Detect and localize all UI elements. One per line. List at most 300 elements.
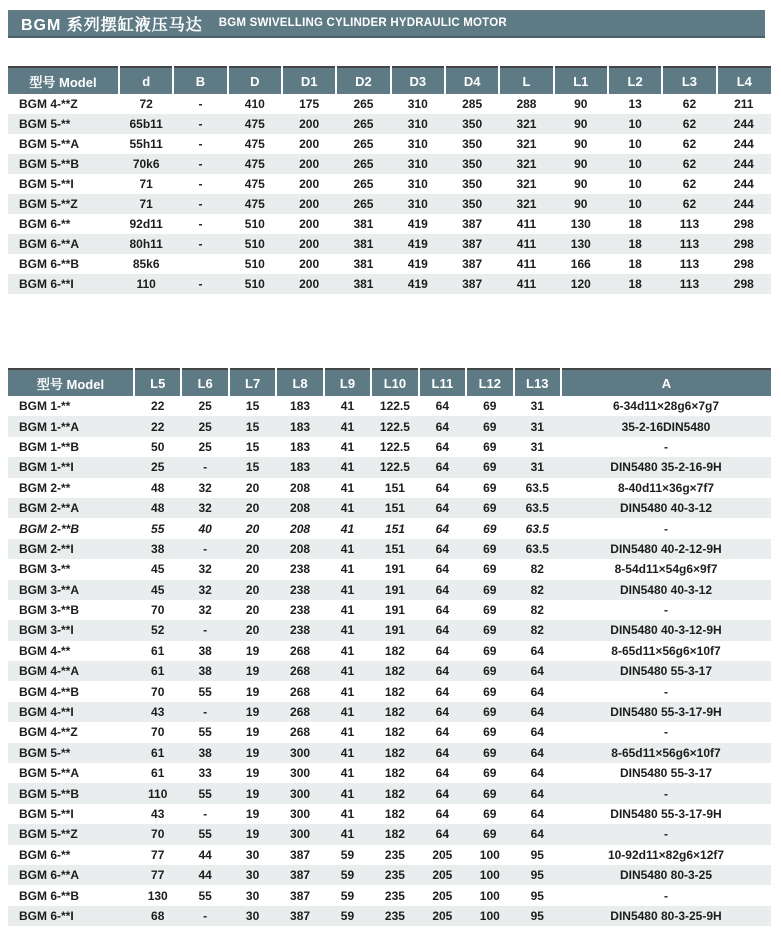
value-cell: 77 [151,847,165,862]
value-cell: 200 [299,197,320,211]
value-cell: 151 [384,541,405,556]
model-cell: BGM 6-**I [19,908,74,923]
value-cell: 55 [151,521,165,536]
value-cell: 205 [432,888,453,903]
value-cell: 183 [290,419,311,434]
value-cell: 64 [435,766,450,781]
value-cell: 64 [530,827,544,842]
value-cell: 63.5 [525,541,549,556]
table-row [8,804,771,824]
value-cell: 32 [198,480,212,495]
value-cell: 59 [340,868,355,883]
model-cell: BGM 6-** [19,847,71,862]
table-row [8,865,771,885]
value-cell: 44 [198,847,212,862]
value-cell: 19 [245,705,260,720]
value-cell: 64 [435,480,450,495]
value-cell: 113 [679,257,700,271]
column-header: L5 [134,369,181,396]
column-header: L3 [662,67,716,94]
value-cell: 475 [244,117,265,131]
value-cell: 64 [435,684,450,699]
value-cell: 71 [139,197,153,211]
value-cell: 475 [244,197,265,211]
value-cell: 22 [151,419,165,434]
value-cell: 41 [340,827,355,842]
value-cell: 63.5 [525,501,549,516]
model-cell: BGM 6-**I [19,277,74,291]
value-cell: 90 [574,197,588,211]
table-row [8,824,771,844]
value-cell: - [664,603,668,618]
value-cell: 70 [151,684,165,699]
value-cell: 15 [245,399,260,414]
value-cell: 82 [530,603,544,618]
value-cell: 41 [340,786,355,801]
value-cell: 113 [679,217,700,231]
value-cell: 510 [244,277,265,291]
value-cell: 183 [290,439,311,454]
value-cell: - [198,177,203,191]
value-cell: 63.5 [525,521,549,536]
value-cell: 410 [244,97,265,111]
table-row [8,274,771,294]
value-cell: 41 [340,460,355,475]
table2-header [8,369,771,396]
value-cell: 182 [384,725,405,740]
value-cell: 62 [682,177,697,191]
value-cell: 151 [384,521,405,536]
value-cell: 321 [516,137,537,151]
value-cell: - [664,786,668,801]
value-cell: 298 [733,257,754,271]
value-cell: 59 [340,888,355,903]
value-cell: 122.5 [379,399,410,414]
value-cell: 265 [353,97,374,111]
value-cell: 68 [151,908,165,923]
value-cell: 25 [198,419,212,434]
value-cell: 387 [290,888,311,903]
model-cell: BGM 3-**A [19,582,80,597]
value-cell: - [198,117,203,131]
value-cell: 182 [384,766,405,781]
model-cell: BGM 3-**I [19,623,74,638]
value-cell: 41 [340,745,355,760]
value-cell: 32 [198,501,212,516]
value-cell: 381 [353,217,374,231]
value-cell: 69 [483,786,497,801]
value-cell: 182 [384,745,405,760]
value-cell: 113 [679,277,700,291]
value-cell: 298 [733,217,754,231]
value-cell: 200 [299,257,320,271]
value-cell: 41 [340,766,355,781]
value-cell: - [198,97,203,111]
table-row [8,416,771,436]
value-cell: 238 [290,582,311,597]
value-cell: 41 [340,582,355,597]
value-cell: 19 [245,684,260,699]
value-cell: 70 [151,827,165,842]
value-cell: 300 [290,827,311,842]
column-header: L1 [554,67,608,94]
value-cell: 41 [340,562,355,577]
value-cell: - [198,237,203,251]
value-cell: 350 [462,177,483,191]
table-row [8,478,771,498]
table-row [8,154,771,174]
value-cell: 69 [483,807,497,821]
value-cell: 38 [198,745,212,760]
value-cell: 200 [299,177,320,191]
value-cell: 30 [245,847,260,862]
value-cell: 69 [483,827,497,842]
value-cell: 208 [290,501,311,516]
value-cell: 55 [198,786,212,801]
value-cell: 350 [462,157,483,171]
value-cell: 35-2-16DIN5480 [621,419,711,434]
value-cell: 64 [530,643,544,658]
value-cell: 265 [353,177,374,191]
dimension-table-2 [8,368,771,926]
value-cell: 310 [407,157,428,171]
value-cell: 82 [530,623,544,638]
value-cell: DIN5480 80-3-25-9H [610,908,722,923]
table-row [8,114,771,134]
value-cell: 69 [483,643,497,658]
value-cell: 55h11 [129,137,163,151]
value-cell: 8-54d11×54g6×9f7 [614,562,718,577]
table-row [8,539,771,559]
value-cell: 64 [435,439,450,454]
value-cell: 64 [435,460,450,475]
value-cell: 510 [244,237,265,251]
value-cell: - [203,541,208,556]
value-cell: 41 [340,623,355,638]
value-cell: 69 [483,725,497,740]
value-cell: 61 [151,766,165,781]
value-cell: 122.5 [379,460,410,475]
value-cell: 10 [628,157,642,171]
column-header: L8 [276,369,323,396]
table-row [8,437,771,457]
value-cell: 381 [353,277,374,291]
value-cell: DIN5480 80-3-25 [619,868,713,883]
value-cell: 62 [682,117,697,131]
value-cell: 350 [462,117,483,131]
value-cell: 64 [435,541,450,556]
value-cell: - [664,521,668,536]
model-cell: BGM 5-** [19,745,71,760]
value-cell: 25 [198,439,212,454]
value-cell: 41 [340,664,355,679]
value-cell: 64 [530,745,544,760]
value-cell: 244 [733,177,754,191]
value-cell: 95 [530,888,544,903]
value-cell: 30 [245,888,260,903]
value-cell: 62 [682,97,697,111]
table-row [8,845,771,865]
value-cell: 64 [530,684,544,699]
value-cell: 20 [245,501,260,516]
value-cell: 95 [530,868,544,883]
value-cell: 411 [516,257,537,271]
value-cell: - [203,705,208,720]
value-cell: 62 [682,197,697,211]
value-cell: 90 [574,137,588,151]
value-cell: 70k6 [132,157,160,171]
model-cell: BGM 4-** [19,643,71,658]
value-cell: 350 [462,197,483,211]
table-row [8,174,771,194]
value-cell: DIN5480 55-3-17-9H [610,705,722,720]
model-cell: BGM 2-**A [19,501,80,516]
value-cell: 208 [290,521,311,536]
value-cell: 285 [462,97,483,111]
value-cell: 298 [733,277,754,291]
value-cell: 69 [483,603,497,618]
value-cell: 205 [432,908,453,923]
value-cell: 13 [628,97,642,111]
value-cell: 38 [151,541,165,556]
table1-body [8,94,771,294]
value-cell: 238 [290,603,311,618]
value-cell: 20 [245,603,260,618]
column-header: L2 [608,67,662,94]
value-cell: 31 [530,419,544,434]
value-cell: 64 [435,745,450,760]
column-header: D2 [336,67,390,94]
value-cell: 387 [290,908,311,923]
value-cell: 48 [151,480,165,495]
value-cell: 64 [435,562,450,577]
model-cell: BGM 4-**Z [19,97,78,111]
value-cell: 182 [384,684,405,699]
value-cell: 411 [516,217,537,231]
model-cell: BGM 1-**B [19,439,80,454]
model-cell: BGM 6-**A [19,868,80,883]
value-cell: 419 [407,257,428,271]
table2-body [8,396,771,926]
table-row [8,702,771,722]
value-cell: 268 [290,664,311,679]
value-cell: - [664,439,668,454]
value-cell: 8-65d11×56g6×10f7 [611,745,721,760]
table-row [8,661,771,681]
value-cell: 151 [384,480,405,495]
value-cell: 64 [435,419,450,434]
value-cell: - [203,623,208,638]
value-cell: DIN5480 40-3-12 [619,501,713,516]
table-row [8,763,771,783]
value-cell: - [664,684,668,699]
model-cell: BGM 4-**A [19,664,80,679]
table1-header [8,67,771,94]
value-cell: 22 [151,399,165,414]
value-cell: 90 [574,157,588,171]
value-cell: 182 [384,786,405,801]
value-cell: 15 [245,419,260,434]
value-cell: 10 [628,137,642,151]
value-cell: 411 [516,277,537,291]
value-cell: 41 [340,807,355,821]
value-cell: 64 [435,664,450,679]
value-cell: 182 [384,827,405,842]
model-cell: BGM 2-**B [19,521,80,536]
value-cell: 235 [384,847,405,862]
value-cell: 64 [435,501,450,516]
value-cell: 43 [151,705,165,720]
model-cell: BGM 5-** [19,117,71,131]
value-cell: 38 [198,664,212,679]
value-cell: 64 [530,807,544,821]
table1-head-row [8,67,771,94]
value-cell: 310 [407,117,428,131]
value-cell: - [203,807,208,821]
value-cell: 10 [628,117,642,131]
model-cell: BGM 5-**A [19,766,80,781]
value-cell: 200 [299,157,320,171]
value-cell: 244 [733,157,754,171]
value-cell: 43 [151,807,165,821]
model-cell: BGM 5-**I [19,177,74,191]
model-cell: BGM 5-**B [19,157,80,171]
value-cell: 65b11 [129,117,163,131]
value-cell: DIN5480 40-3-12 [619,582,713,597]
value-cell: 268 [290,725,311,740]
value-cell: 182 [384,643,405,658]
value-cell: 419 [407,237,428,251]
value-cell: 15 [245,460,260,475]
value-cell: 25 [151,460,165,475]
table-row [8,194,771,214]
value-cell: 64 [435,807,450,821]
value-cell: 95 [530,908,544,923]
value-cell: 419 [407,277,428,291]
model-cell: BGM 6-**B [19,257,80,271]
value-cell: 19 [245,827,260,842]
model-cell: BGM 5-**I [19,807,74,821]
value-cell: 69 [483,460,497,475]
value-cell: 19 [245,664,260,679]
table-row [8,580,771,600]
column-header: L4 [717,67,771,94]
table-row [8,214,771,234]
value-cell: 41 [340,501,355,516]
value-cell: 90 [574,97,588,111]
column-header: 型号 Model [8,369,134,396]
value-cell: 182 [384,705,405,720]
value-cell: 64 [435,582,450,597]
value-cell: - [203,908,208,923]
model-cell: BGM 1-**A [19,419,80,434]
value-cell: 211 [734,97,754,111]
table-row [8,234,771,254]
value-cell: 69 [483,541,497,556]
value-cell: DIN5480 40-3-12-9H [610,623,722,638]
value-cell: 268 [290,684,311,699]
value-cell: 69 [483,582,497,597]
value-cell: 30 [245,908,260,923]
value-cell: 31 [530,460,544,475]
model-cell: BGM 2-**I [19,541,74,556]
value-cell: 41 [340,541,355,556]
value-cell: 41 [340,439,355,454]
value-cell: 268 [290,643,311,658]
value-cell: 64 [530,786,544,801]
value-cell: 64 [435,603,450,618]
value-cell: 244 [733,117,754,131]
value-cell: 64 [435,643,450,658]
value-cell: 50 [151,439,165,454]
value-cell: 300 [290,807,311,821]
value-cell: 300 [290,745,311,760]
value-cell: 110 [136,277,156,291]
value-cell: 387 [462,237,483,251]
value-cell: 52 [151,623,165,638]
table-row [8,783,771,803]
table-row [8,94,771,114]
column-header: L12 [466,369,513,396]
value-cell: 200 [299,137,320,151]
value-cell: 321 [516,117,537,131]
value-cell: 90 [574,177,588,191]
value-cell: 70 [151,603,165,618]
value-cell: - [664,725,668,740]
value-cell: 321 [516,177,537,191]
value-cell: 191 [384,562,405,577]
value-cell: 381 [353,237,374,251]
value-cell: 61 [151,643,165,658]
value-cell: 69 [483,562,497,577]
value-cell: 69 [483,623,497,638]
value-cell: 85k6 [132,257,160,271]
value-cell: 71 [139,177,153,191]
value-cell: 55 [198,725,212,740]
value-cell: 64 [530,766,544,781]
column-header: L13 [514,369,562,396]
value-cell: 100 [479,868,500,883]
value-cell: 59 [340,847,355,862]
value-cell: 151 [384,501,405,516]
model-cell: BGM 4-**B [19,684,80,699]
value-cell: 387 [462,217,483,231]
value-cell: 387 [290,847,311,862]
model-cell: BGM 5-**Z [19,827,78,842]
value-cell: 265 [353,197,374,211]
table-row [8,559,771,579]
value-cell: 475 [244,137,265,151]
value-cell: 475 [244,177,265,191]
value-cell: DIN5480 55-3-17-9H [610,807,722,821]
value-cell: 33 [198,766,212,781]
value-cell: 381 [353,257,374,271]
value-cell: - [198,157,203,171]
column-header: D3 [391,67,445,94]
value-cell: 31 [530,439,544,454]
value-cell: 69 [483,664,497,679]
value-cell: 244 [733,197,754,211]
value-cell: 32 [198,603,212,618]
value-cell: 15 [245,439,260,454]
dimension-table-1 [8,66,771,294]
value-cell: 19 [245,766,260,781]
value-cell: 72 [139,97,153,111]
title-bar [8,10,765,38]
value-cell: 6-34d11×28g6×7g7 [612,399,720,414]
value-cell: 122.5 [379,439,410,454]
value-cell: 310 [407,197,428,211]
